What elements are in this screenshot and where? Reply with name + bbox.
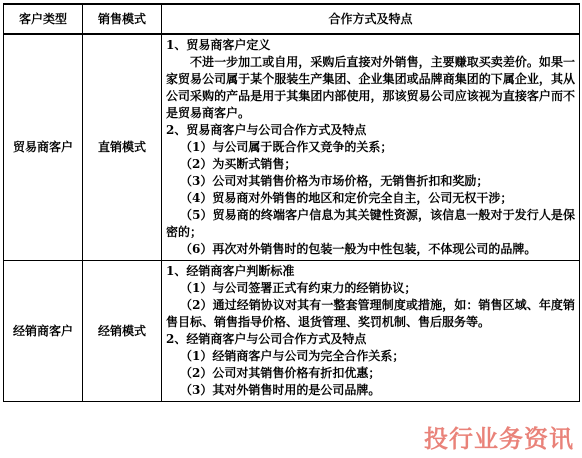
header-cooperation: 合作方式及特点 <box>162 4 580 34</box>
header-customer-type: 客户类型 <box>4 4 83 34</box>
sales-mode-cell: 直销模式 <box>83 34 162 261</box>
table-header-row <box>4 4 580 34</box>
list-item: （5）贸易商的终端客户信息为其关键性资源，该信息一般对于发行人是保密的； <box>166 208 575 239</box>
table-row-trader <box>4 34 580 261</box>
section-title: 1、经销商客户判断标准 <box>166 264 295 278</box>
customer-type-cell: 贸易商客户 <box>4 34 83 261</box>
header-sales-mode: 销售模式 <box>83 4 162 34</box>
watermark-text: 投行业务资讯 <box>424 425 574 453</box>
list-item: （1）与公司属于既合作又竞争的关系； <box>180 140 393 154</box>
list-item: （4）贸易商对外销售的地区和定价完全自主，公司无权干涉； <box>180 191 513 205</box>
list-item: （2）公司对其销售价格有折扣优惠； <box>180 366 381 380</box>
customer-type-table <box>3 3 580 402</box>
list-item: （2）通过经销协议对其有一整套管理制度或措施，如：销售区域、年度销售目标、销售指导价格、退货管理、奖罚机制、售后服务等。 <box>166 298 575 329</box>
list-item: （3）公司对其销售价格为市场价格，无销售折扣和奖励； <box>180 174 489 188</box>
list-item: （6）再次对外销售时的包装一般为中性包装，不体现公司的品牌。 <box>180 242 537 256</box>
section-paragraph: 不进一步加工或自用，采购后直接对外销售，主要赚取买卖差价。如果一家贸易公司属于某个服装生产集团、企业集团或品牌商集团的下属企业，其从公司采购的产品是用于其集团内部使用，那该贸易公司应该视为直接客户而不是贸易商客户。 <box>166 55 575 120</box>
cooperation-cell <box>162 261 580 402</box>
list-item: （1）与公司签署正式有约束力的经销协议； <box>180 281 417 295</box>
list-item: （3）其对外销售时用的是公司品牌。 <box>180 383 381 397</box>
sales-mode-cell: 经销模式 <box>83 261 162 402</box>
cooperation-cell <box>162 34 580 261</box>
customer-type-cell: 经销商客户 <box>4 261 83 402</box>
section-title: 2、经销商客户与公司合作方式及特点 <box>166 332 367 346</box>
section-title: 1、贸易商客户定义 <box>166 38 271 52</box>
list-item: （1）经销商客户与公司为完全合作关系； <box>180 349 405 363</box>
list-item: （2）为买断式销售； <box>180 157 297 171</box>
section-title: 2、贸易商客户与公司合作方式及特点 <box>166 123 367 137</box>
table-row-distributor <box>4 261 580 402</box>
